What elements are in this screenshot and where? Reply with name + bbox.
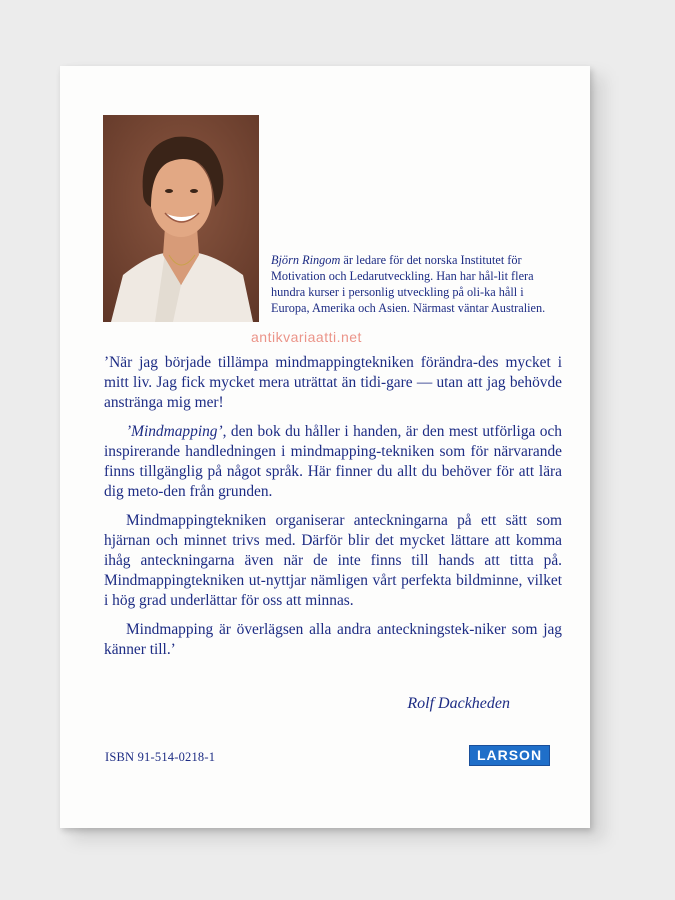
author-photo [103,115,259,322]
blurb-paragraph-4: Mindmapping är överlägsen alla andra anteckningstek-niker som jag känner till.’ [104,621,562,658]
book-back-cover [60,66,590,828]
blurb [104,353,562,669]
watermark: antikvariaatti.net [251,329,362,345]
author-bio [271,252,559,316]
author-bio-text: är ledare för det norska Institutet för Motivation och Ledarutveckling. Han har hål-lit flera hundra kurser i personlig utveckling på oli-ka håll i Europa, Amerika och Asien. Närmast väntar Australien. [271,253,546,315]
quote-signature: Rolf Dackheden [407,695,510,712]
book-title-ref: ’Mindmapping’ [126,423,223,440]
blurb-paragraph-3: Mindmappingtekniken organiserar anteckningarna på ett sätt som hjärnan och minnet trivs med. Därför blir det mycket lättare att komma ihåg anteckningarna även när de inte finns till hands att titta på. Mindmappingtekniken ut-nyttjar nämligen vårt perfekta bildminne, vilket i hög grad underlättar för oss att minnas. [104,512,562,609]
isbn: ISBN 91-514-0218-1 [105,750,216,764]
publisher-logo: LARSON [469,745,550,766]
blurb-paragraph-1: ’När jag började tillämpa mindmappingtekniken förändra-des mycket i mitt liv. Jag fick mycket mera uträttat än tidi-gare — utan att jag behövde anstränga mig mer! [104,354,562,411]
blurb-paragraph-2-text: , den bok du håller i handen, är den mest utförliga och inspirerande handledningen i mindmapping-tekniken som för närvarande finns tillgänglig på något språk. Här finner du allt du behöver för att lära dig meto-den från grunden. [104,423,562,500]
blurb-paragraph-2 [104,422,562,502]
author-name: Björn Ringom [271,253,341,267]
